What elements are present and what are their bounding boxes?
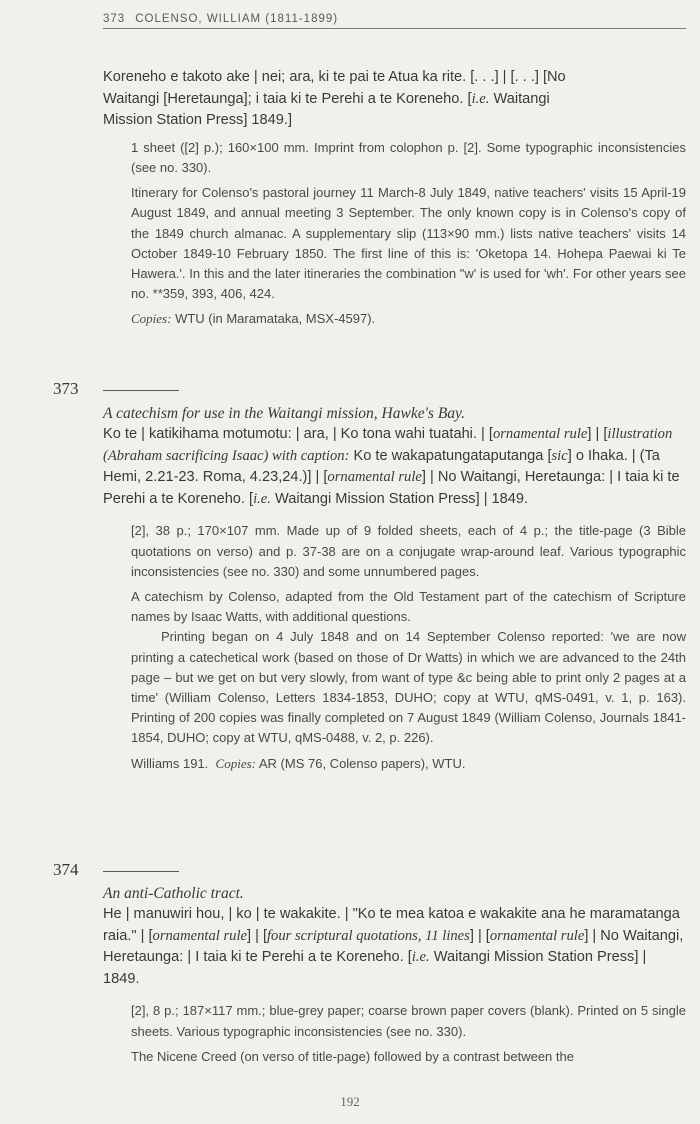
entry-references: Williams 191. Copies: AR (MS 76, Colenso papers), WTU.	[131, 755, 466, 771]
editorial-note: illustration (Abraham sacrificing Isaac) with caption:	[103, 426, 673, 464]
continuation-title-line-1: Koreneho e takoto ake | nei; ara, ki te pai te Atua ka rite. [. . .] | [. . .] [No	[103, 69, 566, 85]
running-head-number: 373	[103, 13, 126, 25]
continuation-title-line-2: Waitangi [Heretaunga]; i taia ki te Perehi a te Koreneho. [i.e. Waitangi	[103, 90, 550, 107]
entry-continuation	[103, 67, 686, 330]
continuation-note-description: Itinerary for Colenso's pastoral journey 11 March-8 July 1849, native teachers' visits 15 April-19 August 1849, and annual meeting 3 September. The only known copy is in Colenso's copy of the 1849 church almanac. A supplementary slip (113×90 mm.) lists native teachers' visits 14 October 1849-10 February 1850. The first line of this is: 'Oketopa 14. Hohepa Paewai ki Te Hawera.'. In this and the later itineraries the combination "w' is used for 'wh'. For other years see no. **359, 393, 406, 424.	[131, 185, 686, 302]
continuation-notes	[131, 138, 686, 330]
entry-note-description: The Nicene Creed (on verso of title-page) followed by a contrast between the	[131, 1048, 574, 1064]
page-number: 192	[340, 1094, 360, 1109]
continuation-note-physical: 1 sheet ([2] p.); 160×100 mm. Imprint from colophon p. [2]. Some typographic inconsistencies (see no. 330).	[131, 139, 686, 175]
entry-notes	[131, 1001, 686, 1067]
entry-note-physical: [2], 8 p.; 187×117 mm.; blue-grey paper; coarse brown paper covers (blank). Printed on 5 single sheets. Various typographic inconsistencies (see no. 330).	[131, 1003, 686, 1039]
continuation-copies: Copies: WTU (in Maramataka, MSX-4597).	[131, 311, 376, 327]
continuation-title-line-3: Mission Station Press] 1849.]	[103, 112, 292, 129]
entry-note-physical: [2], 38 p.; 170×107 mm. Made up of 9 folded sheets, each of 4 p.; the title-page (3 Bible quotations on verso) and p. 37-38 are on a conjugate wrap-around leaf. Various typographic inconsistencies (see no. 330) and some unnumbered pages.	[131, 523, 686, 579]
transcription-text: Ko te wakapatungataputanga [	[349, 447, 552, 464]
entry-transcription	[103, 904, 686, 990]
transcription-text: ] | [	[587, 426, 608, 442]
running-head-text: COLENSO, WILLIAM (1811-1899)	[135, 13, 339, 25]
entry-374	[103, 883, 686, 1067]
editorial-note: i.e.	[411, 949, 430, 966]
entry-transcription	[103, 424, 686, 510]
entry-notes	[131, 521, 686, 773]
entry-number: 373	[53, 379, 79, 398]
editorial-note: four scriptural quotations, 11 lines	[267, 927, 470, 944]
transcription-text: ] o Ihaka. | (Ta Hemi, 2.21-23. Roma, 4.23,24.)] | [	[103, 447, 660, 486]
entry-rule	[103, 390, 179, 391]
running-head	[103, 13, 686, 29]
entry-number: 374	[53, 860, 79, 879]
editorial-note: ornamental rule	[327, 469, 422, 486]
entry-rule	[103, 871, 179, 872]
entry-note-authorship: A catechism by Colenso, adapted from the Old Testament part of the catechism of Scripture names by Isaac Watts, with additional questions.	[131, 588, 686, 625]
transcription-text: Waitangi Mission Station Press] | 1849.	[270, 490, 529, 507]
transcription-text: ] | [	[246, 927, 267, 944]
continuation-title	[103, 67, 686, 132]
editorial-note: ornamental rule	[492, 426, 588, 442]
entry-title: An anti-Catholic tract.	[103, 885, 244, 902]
editorial-note: i.e.	[253, 490, 271, 507]
entry-title: A catechism for use in the Waitangi mission, Hawke's Bay.	[103, 405, 465, 422]
editorial-note: ornamental rule	[489, 927, 585, 944]
editorial-note: sic	[551, 447, 568, 464]
transcription-text: ] | No Waitangi, Heretaunga: | I taia ki te Perehi a te Koreneho. [	[103, 927, 684, 966]
transcription-text: Waitangi Mission Station Press] | 1849.	[103, 949, 647, 987]
transcription-text: He | manuwiri hou, | ko | te wakakite. | "Ko te mea katoa e wakakite ana he maramatanga raia." | [	[103, 906, 680, 944]
editorial-note: ornamental rule	[152, 927, 247, 944]
transcription-text: Ko te | katikihama motumotu: | ara, | Ko tona wahi tuatahi. | [	[103, 426, 493, 442]
entry-373	[103, 403, 686, 774]
transcription-text: ] | [	[469, 927, 490, 944]
entry-note-printing: Printing began on 4 July 1848 and on 14 September Colenso reported: 'we are now printing a catechetical work (based on those of Dr Watts) in which we are advanced to the 24th page – but we get on but very slowly, from want of type &c being able to print only 2 pages at a time' (William Colenso, Letters 1834-1853, DUHO; copy at WTU, qMS-0491, v. 1, p. 163). Printing of 200 copies was finally completed on 7 August 1849 (William Colenso, Journals 1841-1854, DUHO; copy at WTU, qMS-0488, v. 2, p. 226).	[131, 629, 686, 746]
transcription-text: ] | No Waitangi, Heretaunga: | I taia ki te Perehi a te Koreneho. [	[103, 469, 680, 507]
